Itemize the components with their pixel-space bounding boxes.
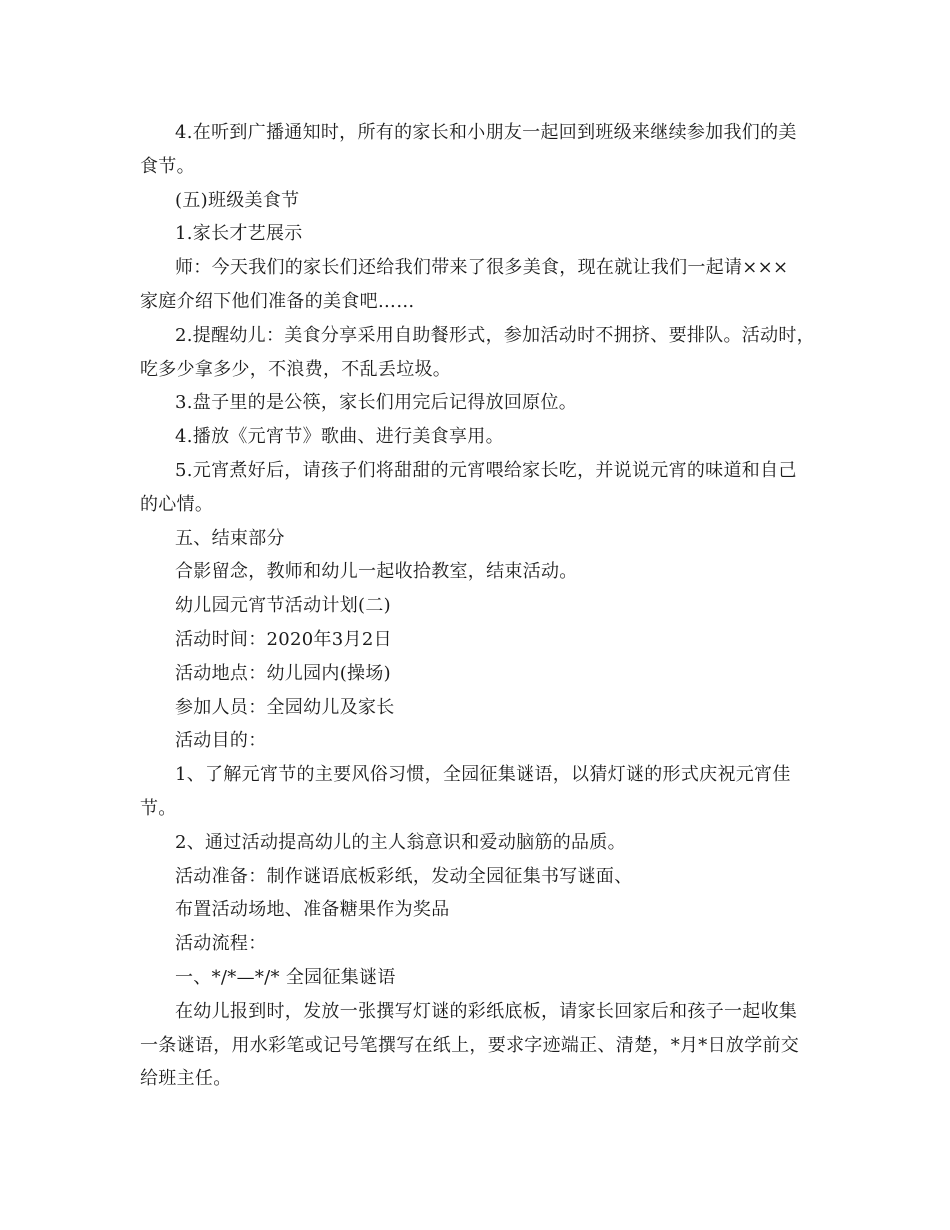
- text-line: 幼儿园元宵节活动计划(二): [175, 595, 391, 617]
- text-line: 吃多少拿多少，不浪费，不乱丢垃圾。: [140, 358, 452, 380]
- text-line: 活动地点：幼儿园内(操场): [175, 662, 391, 684]
- text-line: 五、结束部分: [175, 527, 285, 549]
- text-line: 4.播放《元宵节》歌曲、进行美食享用。: [175, 426, 504, 448]
- text-line: 活动时间：2020年3月2日: [175, 628, 392, 650]
- text-line: 一条谜语，用水彩笔或记号笔撰写在纸上，要求字迹端正、清楚，*月*日放学前交: [140, 1034, 800, 1056]
- text-line: 节。: [140, 797, 177, 819]
- text-line: 给班主任。: [140, 1068, 232, 1090]
- text-line: 布置活动场地、准备糖果作为奖品: [175, 899, 450, 921]
- text-line: 家庭介绍下他们准备的美食吧……: [140, 290, 415, 312]
- document-body: [140, 116, 820, 1096]
- text-line: 在幼儿报到时，发放一张撰写灯谜的彩纸底板，请家长回家后和孩子一起收集: [175, 1000, 798, 1022]
- text-line: 合影留念，教师和幼儿一起收拾教室，结束活动。: [175, 561, 578, 583]
- text-line: 1.家长才艺展示: [175, 223, 303, 245]
- text-line: 3.盘子里的是公筷，家长们用完后记得放回原位。: [175, 392, 578, 414]
- text-line: 师：今天我们的家长们还给我们带来了很多美食，现在就让我们一起请×××: [175, 257, 789, 279]
- text-line: 1、了解元宵节的主要风俗习惯，全园征集谜语，以猜灯谜的形式庆祝元宵佳: [175, 764, 791, 786]
- text-line: 4.在听到广播通知时，所有的家长和小朋友一起回到班级来继续参加我们的美: [175, 122, 797, 143]
- text-line: 活动目的：: [175, 730, 267, 752]
- text-line: 食节。: [140, 155, 195, 177]
- text-line: 的心情。: [140, 493, 214, 515]
- text-line: 5.元宵煮好后，请孩子们将甜甜的元宵喂给家长吃，并说说元宵的味道和自己: [175, 459, 797, 481]
- text-line: 2、通过活动提高幼儿的主人翁意识和爱动脑筋的品质。: [175, 831, 626, 853]
- text-line: 参加人员：全园幼儿及家长: [175, 696, 395, 718]
- text-line: 2.提醒幼儿：美食分享采用自助餐形式，参加活动时不拥挤、要排队。活动时，: [175, 324, 815, 346]
- text-line: 一、*/*—*/* 全园征集谜语: [175, 966, 396, 988]
- text-line: (五)班级美食节: [175, 189, 300, 211]
- text-line: 活动流程：: [175, 933, 267, 955]
- text-line: 活动准备：制作谜语底板彩纸，发动全园征集书写谜面、: [175, 865, 633, 887]
